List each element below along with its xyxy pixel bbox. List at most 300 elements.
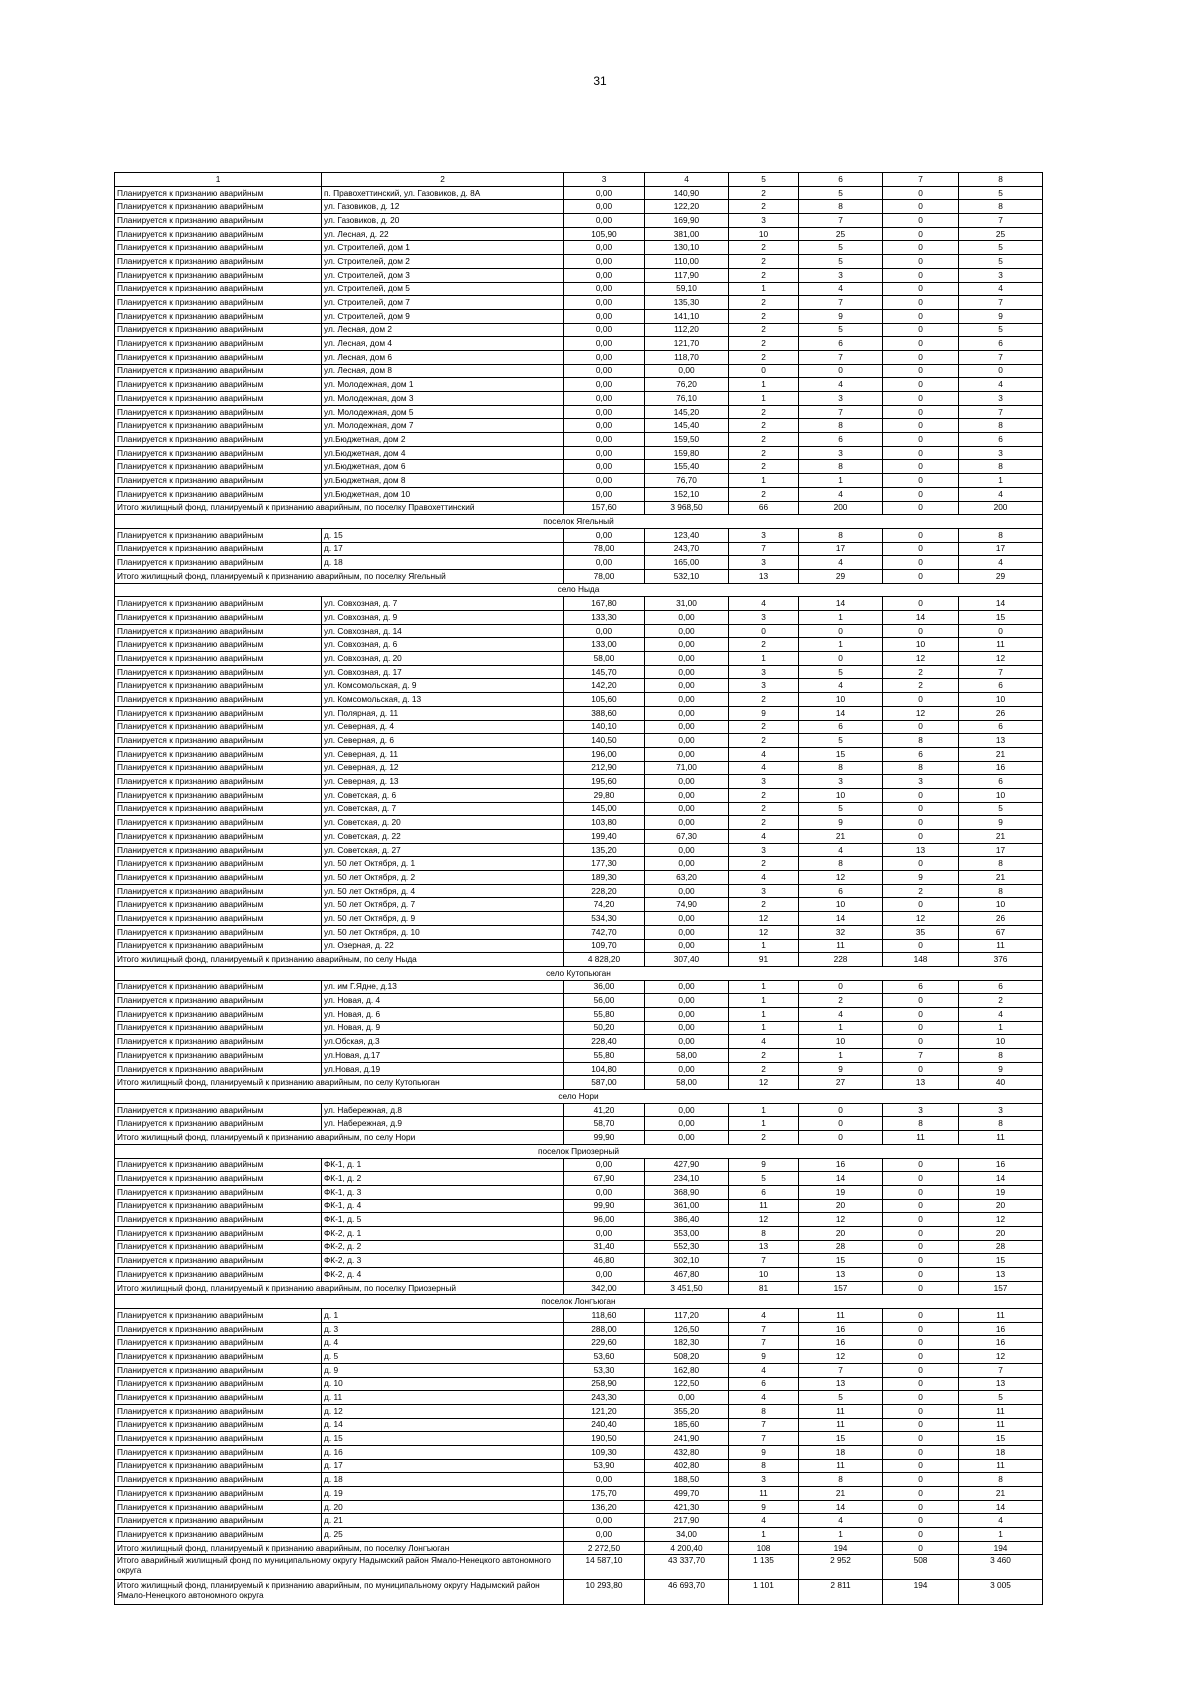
table-cell: 2 [729,1131,799,1145]
table-cell: 0,00 [564,241,645,255]
table-row [115,405,1043,419]
total-row [115,569,1043,583]
table-cell: 13 [799,1377,883,1391]
table-cell: 1 [729,652,799,666]
header-cell: 6 [799,173,883,187]
table-cell: 195,60 [564,775,645,789]
table-cell: 0 [883,1062,959,1076]
table-cell: Планируется к признанию аварийным [115,419,322,433]
table-cell: 1 [729,1103,799,1117]
table-cell: 2 [729,898,799,912]
table-cell: 200 [959,501,1043,515]
table-cell: 165,00 [645,556,729,570]
table-cell: 7 [799,405,883,419]
table-cell: 9 [799,816,883,830]
table-row [115,802,1043,816]
table-cell: поселок Приозерный [115,1144,1043,1158]
total-row [115,501,1043,515]
table-cell: 0 [799,624,883,638]
table-cell: 4 [959,378,1043,392]
table-cell: 133,30 [564,611,645,625]
table-cell: ул.Бюджетная, дом 10 [322,487,564,501]
table-cell: 11 [959,1418,1043,1432]
table-cell: 15 [959,1432,1043,1446]
table-cell: 21 [799,1487,883,1501]
table-cell: 10 [959,788,1043,802]
table-cell: 0 [883,392,959,406]
table-cell: 7 [959,1363,1043,1377]
table-row [115,857,1043,871]
table-cell: 67 [959,925,1043,939]
table-cell: 0,00 [564,1226,645,1240]
table-cell: ФК-1, д. 2 [322,1172,564,1186]
table-cell: 0,00 [645,611,729,625]
table-cell: Планируется к признанию аварийным [115,1391,322,1405]
table-cell: Планируется к признанию аварийным [115,788,322,802]
table-cell: ФК-1, д. 3 [322,1185,564,1199]
table-cell: 28 [959,1240,1043,1254]
table-cell: 0,00 [564,268,645,282]
table-row [115,392,1043,406]
table-cell: 0,00 [645,665,729,679]
table-cell: ул. Лесная, д. 22 [322,227,564,241]
table-cell: 368,90 [645,1185,729,1199]
header-cell: 1 [115,173,322,187]
table-cell: 148 [883,953,959,967]
table-cell: ул. Лесная, дом 6 [322,350,564,364]
table-cell: Планируется к признанию аварийным [115,200,322,214]
table-cell: 12 [799,1213,883,1227]
table-cell: ФК-2, д. 2 [322,1240,564,1254]
header-cell: 7 [883,173,959,187]
table-cell: Планируется к признанию аварийным [115,898,322,912]
table-cell: 162,80 [645,1363,729,1377]
table-cell: 58,00 [645,1049,729,1063]
table-cell: 11 [799,939,883,953]
table-cell: 0,00 [645,638,729,652]
table-row [115,528,1043,542]
table-row [115,939,1043,953]
table-row [115,638,1043,652]
table-cell: Планируется к признанию аварийным [115,706,322,720]
table-cell: 302,10 [645,1254,729,1268]
table-cell: 103,80 [564,816,645,830]
table-cell: Планируется к признанию аварийным [115,1049,322,1063]
table-cell: 0,00 [564,364,645,378]
table-cell: 2 [883,679,959,693]
table-cell: 99,90 [564,1131,645,1145]
table-cell: 8 [883,761,959,775]
table-cell: 7 [959,665,1043,679]
table-cell: Планируется к признанию аварийным [115,1377,322,1391]
table-cell: 3 005 [959,1580,1043,1605]
table-cell: ул. Лесная, дом 4 [322,337,564,351]
table-cell: 141,10 [645,309,729,323]
table-cell: 16 [959,1158,1043,1172]
table-cell: 534,30 [564,912,645,926]
table-cell: ул. 50 лет Октября, д. 4 [322,884,564,898]
table-cell: 7 [729,1432,799,1446]
table-cell: 16 [799,1158,883,1172]
table-cell: 10 [729,1268,799,1282]
table-cell: 0,00 [645,652,729,666]
table-cell: 4 828,20 [564,953,645,967]
table-cell: 12 [799,1350,883,1364]
table-cell: 105,60 [564,693,645,707]
table-cell: Планируется к признанию аварийным [115,843,322,857]
table-cell: 99,90 [564,1199,645,1213]
table-cell: Планируется к признанию аварийным [115,925,322,939]
table-row [115,1309,1043,1323]
table-cell: 2 [729,419,799,433]
table-cell: 13 [959,734,1043,748]
table-row [115,282,1043,296]
table-cell: 35 [883,925,959,939]
table-cell: 0 [883,1281,959,1295]
table-cell: 74,20 [564,898,645,912]
table-cell: Итого жилищный фонд, планируемый к признанию аварийным, по селу Кутопьюган [115,1076,564,1090]
table-cell: 0 [883,309,959,323]
table-cell: 11 [959,1309,1043,1323]
table-cell: 6 [959,720,1043,734]
table-cell: Планируется к признанию аварийным [115,1158,322,1172]
table-cell: 0,00 [645,775,729,789]
table-row [115,446,1043,460]
table-cell: 0 [799,1131,883,1145]
table-cell: 8 [799,857,883,871]
table-cell: 0,00 [645,706,729,720]
table-cell: 194 [883,1580,959,1605]
table-cell: 0 [959,364,1043,378]
table-cell: 0 [883,1226,959,1240]
table-cell: 108 [729,1541,799,1555]
table-cell: ул. Набережная, д.9 [322,1117,564,1131]
table-cell: 2 [729,446,799,460]
table-cell: д. 15 [322,528,564,542]
table-cell: 9 [729,1445,799,1459]
table-cell: село Нори [115,1090,1043,1104]
table-cell: 194 [799,1541,883,1555]
table-cell: Планируется к признанию аварийным [115,487,322,501]
table-cell: 6 [799,337,883,351]
table-cell: 0 [883,296,959,310]
table-cell: 130,10 [645,241,729,255]
table-cell: 13 [883,1076,959,1090]
table-row [115,1213,1043,1227]
table-cell: 14 [959,1172,1043,1186]
table-cell: 3 451,50 [645,1281,729,1295]
table-cell: 499,70 [645,1487,729,1501]
table-cell: 14 [799,1172,883,1186]
table-cell: Планируется к признанию аварийным [115,884,322,898]
table-cell: Планируется к признанию аварийным [115,638,322,652]
table-cell: ул. Строителей, дом 1 [322,241,564,255]
table-cell: 21 [959,830,1043,844]
table-cell: 7 [959,214,1043,228]
table-cell: Итого жилищный фонд, планируемый к признанию аварийным, по селу Нори [115,1131,564,1145]
table-cell: 0,00 [645,994,729,1008]
table-cell: 2 [729,720,799,734]
table-cell: 53,30 [564,1363,645,1377]
table-cell: 9 [959,309,1043,323]
table-cell: 12 [959,1213,1043,1227]
table-row [115,487,1043,501]
table-cell: 14 [959,597,1043,611]
table-cell: 229,60 [564,1336,645,1350]
table-row [115,1528,1043,1542]
table-cell: 3 [729,775,799,789]
table-cell: ул. Набережная, д.8 [322,1103,564,1117]
table-cell: 0,00 [564,350,645,364]
table-cell: 8 [799,200,883,214]
table-cell: 0 [883,1541,959,1555]
table-cell: 1 [799,474,883,488]
table-cell: 41,20 [564,1103,645,1117]
table-cell: 7 [959,350,1043,364]
table-cell: 4 [799,282,883,296]
table-cell: 0 [883,1473,959,1487]
table-row [115,419,1043,433]
table-cell: Планируется к признанию аварийным [115,1432,322,1446]
table-cell: Планируется к признанию аварийным [115,912,322,926]
table-row [115,624,1043,638]
table-cell: 4 [729,597,799,611]
table-cell: 140,10 [564,720,645,734]
table-cell: 31,40 [564,1240,645,1254]
table-cell: 2 [729,255,799,269]
table-cell: 12 [729,912,799,926]
table-cell: 4 [799,679,883,693]
table-cell: Планируется к признанию аварийным [115,1254,322,1268]
table-cell: Планируется к признанию аварийным [115,816,322,830]
table-cell: 29,80 [564,788,645,802]
table-cell: 20 [799,1199,883,1213]
table-cell: 4 [959,1007,1043,1021]
table-cell: 3 [729,884,799,898]
table-cell: д. 9 [322,1363,564,1377]
total-row [115,1076,1043,1090]
table-cell: 1 [729,1117,799,1131]
table-cell: 5 [799,186,883,200]
table-cell: 8 [959,1049,1043,1063]
table-cell: ул. Совхозная, д. 20 [322,652,564,666]
table-cell: 9 [959,816,1043,830]
table-cell: 56,00 [564,994,645,1008]
table-cell: ул. Совхозная, д. 7 [322,597,564,611]
table-cell: 121,70 [645,337,729,351]
table-cell: 0,00 [645,884,729,898]
table-cell: 427,90 [645,1158,729,1172]
table-cell: Планируется к признанию аварийным [115,405,322,419]
table-cell: ул.Обская, д.3 [322,1035,564,1049]
table-row [115,1021,1043,1035]
table-cell: 7 [883,1049,959,1063]
table-cell: 2 [729,693,799,707]
table-cell: 0,00 [645,747,729,761]
table-cell: 190,50 [564,1432,645,1446]
table-cell: 1 [729,980,799,994]
table-cell: 25 [799,227,883,241]
table-cell: Планируется к признанию аварийным [115,227,322,241]
table-cell: ул. Северная, д. 4 [322,720,564,734]
table-cell: 11 [729,1487,799,1501]
table-cell: 0,00 [564,378,645,392]
table-cell: Планируется к признанию аварийным [115,241,322,255]
table-cell: 4 [729,1309,799,1323]
table-cell: 14 [959,1500,1043,1514]
table-cell: 0,00 [645,843,729,857]
table-row [115,747,1043,761]
table-cell: 200 [799,501,883,515]
table-cell: 5 [959,186,1043,200]
section-row [115,966,1043,980]
table-cell: 0 [729,624,799,638]
table-row [115,1035,1043,1049]
table-cell: ул. Строителей, дом 3 [322,268,564,282]
table-cell: 8 [883,734,959,748]
table-cell: 8 [959,857,1043,871]
table-cell: 0 [883,542,959,556]
table-cell: 228 [799,953,883,967]
table-cell: 6 [959,337,1043,351]
table-cell: 67,90 [564,1172,645,1186]
table-cell: 55,80 [564,1049,645,1063]
table-cell: 4 [799,1514,883,1528]
table-cell: 2 [729,1049,799,1063]
table-cell: 182,30 [645,1336,729,1350]
table-cell: 0,00 [564,556,645,570]
table-cell: 76,70 [645,474,729,488]
table-cell: 421,30 [645,1500,729,1514]
table-cell: 2 [729,487,799,501]
table-cell: 6 [799,433,883,447]
table-cell: 15 [799,1432,883,1446]
table-cell: ул. Совхозная, д. 6 [322,638,564,652]
table-cell: 194 [959,1541,1043,1555]
table-cell: 16 [799,1322,883,1336]
table-row [115,843,1043,857]
table-cell: Планируется к признанию аварийным [115,939,322,953]
table-cell: ул. Совхозная, д. 9 [322,611,564,625]
table-cell: ФК-1, д. 4 [322,1199,564,1213]
table-cell: Планируется к признанию аварийным [115,597,322,611]
table-cell: 13 [959,1268,1043,1282]
total-row [115,1281,1043,1295]
table-cell: 66 [729,501,799,515]
table-cell: Планируется к признанию аварийным [115,665,322,679]
table-cell: д. 5 [322,1350,564,1364]
table-cell: 167,80 [564,597,645,611]
table-cell: 10 [959,898,1043,912]
table-cell: 14 [799,1500,883,1514]
table-cell: 16 [799,1336,883,1350]
table-row [115,830,1043,844]
table-cell: д. 21 [322,1514,564,1528]
table-cell: 2 [883,665,959,679]
table-row [115,433,1043,447]
table-cell: 0,00 [645,1103,729,1117]
table-cell: 0 [799,652,883,666]
table-cell: 10 293,80 [564,1580,645,1605]
table-cell: 16 [959,761,1043,775]
table-cell: 145,20 [645,405,729,419]
table-row [115,227,1043,241]
table-cell: Планируется к признанию аварийным [115,830,322,844]
table-cell: 0,00 [645,788,729,802]
table-cell: 8 [799,1473,883,1487]
table-cell: Планируется к признанию аварийным [115,433,322,447]
table-cell: Планируется к признанию аварийным [115,1268,322,1282]
table-cell: Планируется к признанию аварийным [115,378,322,392]
table-cell: 7 [799,1363,883,1377]
table-cell: 4 [959,1514,1043,1528]
table-cell: 0 [883,788,959,802]
table-cell: 169,90 [645,214,729,228]
table-cell: ул. Северная, д. 6 [322,734,564,748]
table-cell: 14 [799,597,883,611]
table-row [115,1432,1043,1446]
table-cell: 0 [799,1103,883,1117]
table-cell: 7 [959,405,1043,419]
table-cell: ул. Газовиков, д. 12 [322,200,564,214]
table-cell: 76,10 [645,392,729,406]
table-cell: Планируется к признанию аварийным [115,747,322,761]
table-cell: ул. Северная, д. 12 [322,761,564,775]
table-cell: д. 4 [322,1336,564,1350]
table-cell: 2 [729,241,799,255]
table-cell: 0,00 [645,939,729,953]
table-cell: д. 3 [322,1322,564,1336]
table-cell: 118,70 [645,350,729,364]
table-cell: 0,00 [645,720,729,734]
table-cell: 11 [883,1131,959,1145]
table-cell: 0 [883,214,959,228]
table-cell: 0 [799,364,883,378]
table-cell: 0,00 [645,802,729,816]
table-cell: 0 [883,898,959,912]
table-cell: 109,30 [564,1445,645,1459]
table-cell: 12 [883,912,959,926]
table-row [115,1391,1043,1405]
table-cell: д. 11 [322,1391,564,1405]
table-cell: Планируется к признанию аварийным [115,720,322,734]
table-cell: 4 [729,830,799,844]
table-cell: 177,30 [564,857,645,871]
table-cell: 241,90 [645,1432,729,1446]
table-cell: Планируется к признанию аварийным [115,296,322,310]
table-cell: 13 [959,1377,1043,1391]
table-cell: 8 [883,1117,959,1131]
table-row [115,296,1043,310]
table-row [115,200,1043,214]
table-cell: Планируется к признанию аварийным [115,1336,322,1350]
table-cell: Планируется к признанию аварийным [115,323,322,337]
table-cell: Планируется к признанию аварийным [115,1500,322,1514]
table-cell: ул. Полярная, д. 11 [322,706,564,720]
table-row [115,1322,1043,1336]
table-cell: 532,10 [645,569,729,583]
table-cell: 145,70 [564,665,645,679]
table-row [115,1336,1043,1350]
table-row [115,693,1043,707]
table-cell: 3 [729,843,799,857]
table-cell: 63,20 [645,871,729,885]
table-cell: 8 [729,1404,799,1418]
table-cell: 0,00 [564,1528,645,1542]
table-cell: 0,00 [645,980,729,994]
table-cell: 109,70 [564,939,645,953]
table-cell: село Ныда [115,583,1043,597]
